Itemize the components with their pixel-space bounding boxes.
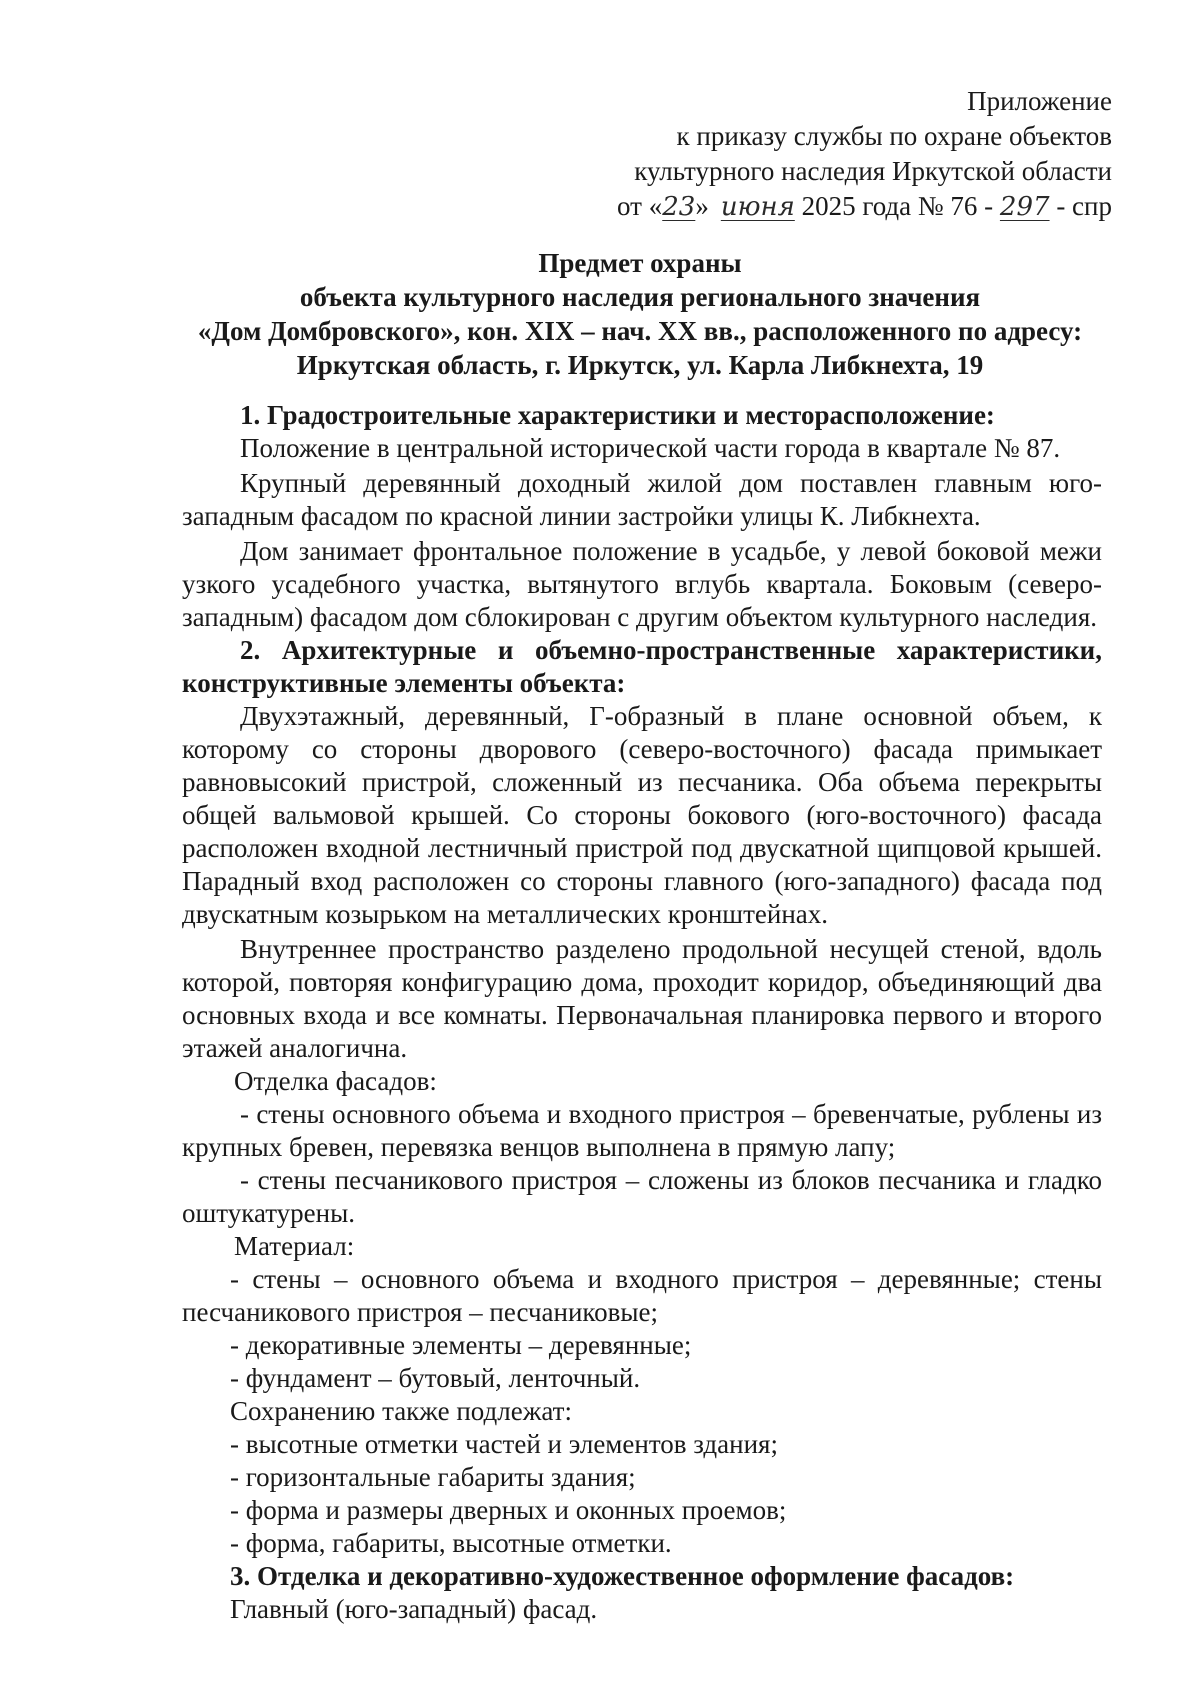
section-1-paragraph-2: Крупный деревянный доходный жилой дом поставлен главным юго-западным фасадом по красной линии застройки улицы К. Либкнехта. (182, 468, 1102, 531)
document-title (160, 246, 1120, 382)
material-item-3: - фундамент – бутовый, ленточный. (230, 1363, 641, 1393)
preserve-label: Сохранению также подлежат: (230, 1396, 572, 1426)
section-2-heading: 2. Архитектурные и объемно-пространственные характеристики, конструктивные элементы объекта: (182, 635, 1102, 698)
agency-name-line: культурного наследия Иркутской области (634, 156, 1112, 186)
title-line-3: «Дом Домбровского», кон. XIX – нач. XX вв., расположенного по адресу: (197, 316, 1083, 346)
appendix-label: Приложение (967, 86, 1112, 116)
document-body (182, 399, 1102, 1626)
finish-item-1: - стены основного объема и входного пристроя – бревенчатые, рублены из крупных бревен, перевязка венцов выполнена в прямую лапу; (182, 1099, 1102, 1162)
date-prefix: от « (617, 191, 663, 221)
handwritten-month: июня (720, 192, 795, 222)
preserve-item-4: - форма, габариты, высотные отметки. (230, 1528, 672, 1558)
section-2-paragraph-2: Внутреннее пространство разделено продольной несущей стеной, вдоль которой, повторяя конфигурацию дома, проходит коридор, объединяющий два основных входа и все комнаты. Первоначальная планировка первого и второго этажей аналогична. (182, 934, 1102, 1063)
title-line-1: Предмет охраны (538, 248, 742, 278)
finish-item-2: - стены песчаникового пристроя – сложены из блоков песчаника и гладко оштукатурены. (182, 1165, 1102, 1228)
title-line-4: Иркутская область, г. Иркутск, ул. Карла Либкнехта, 19 (296, 350, 984, 380)
doc-suffix: - спр (1049, 191, 1112, 221)
section-1-paragraph-1: Положение в центральной исторической части города в квартале № 87. (240, 433, 1061, 463)
section-1-paragraph-3: Дом занимает фронтальное положение в усадьбе, у левой боковой межи узкого усадебного участка, вытянутого вглубь квартала. Боковым (северо-западным) фасадом дом сблокирован с другим объектом культурного наследия. (182, 536, 1102, 632)
preserve-item-3: - форма и размеры дверных и оконных проемов; (230, 1495, 787, 1525)
section-2-paragraph-1: Двухэтажный, деревянный, Г-образный в плане основной объем, к которому со стороны дворового (северо-восточного) фасада примыкает равновысокий пристрой, сложенный из песчаника. Оба объема перекрыты общей вальмовой крышей. Со стороны бокового (юго-восточного) фасада расположен входной лестничный пристрой под двускатной щипцовой крышей. Парадный вход расположен со стороны главного (юго-западного) фасада под двускатным козырьком на металлических кронштейнах. (182, 701, 1102, 929)
section-3-paragraph-1: Главный (юго-западный) фасад. (230, 1594, 598, 1624)
order-reference-line: к приказу службы по охране объектов (676, 121, 1112, 151)
title-line-2: объекта культурного наследия регионального значения (299, 282, 981, 312)
section-1-heading: 1. Градостроительные характеристики и месторасположение: (240, 400, 995, 430)
appendix-header (412, 84, 1112, 225)
date-suffix: 2025 года № 76 - (794, 191, 1000, 221)
material-label: Материал: (234, 1231, 355, 1261)
section-3-heading: 3. Отделка и декоративно-художественное оформление фасадов: (230, 1561, 1015, 1591)
handwritten-day: 23 (662, 192, 696, 222)
finish-label: Отделка фасадов: (234, 1066, 437, 1096)
order-date-line (412, 189, 1112, 225)
date-mid: » (695, 191, 709, 221)
preserve-item-1: - высотные отметки частей и элементов здания; (230, 1429, 778, 1459)
preserve-item-2: - горизонтальные габариты здания; (230, 1462, 636, 1492)
handwritten-doc-number: 297 (999, 192, 1050, 222)
material-item-1: - стены – основного объема и входного пристроя – деревянные; стены песчаникового пристроя – песчаниковые; (182, 1264, 1102, 1327)
material-item-2: - декоративные элементы – деревянные; (230, 1330, 692, 1360)
